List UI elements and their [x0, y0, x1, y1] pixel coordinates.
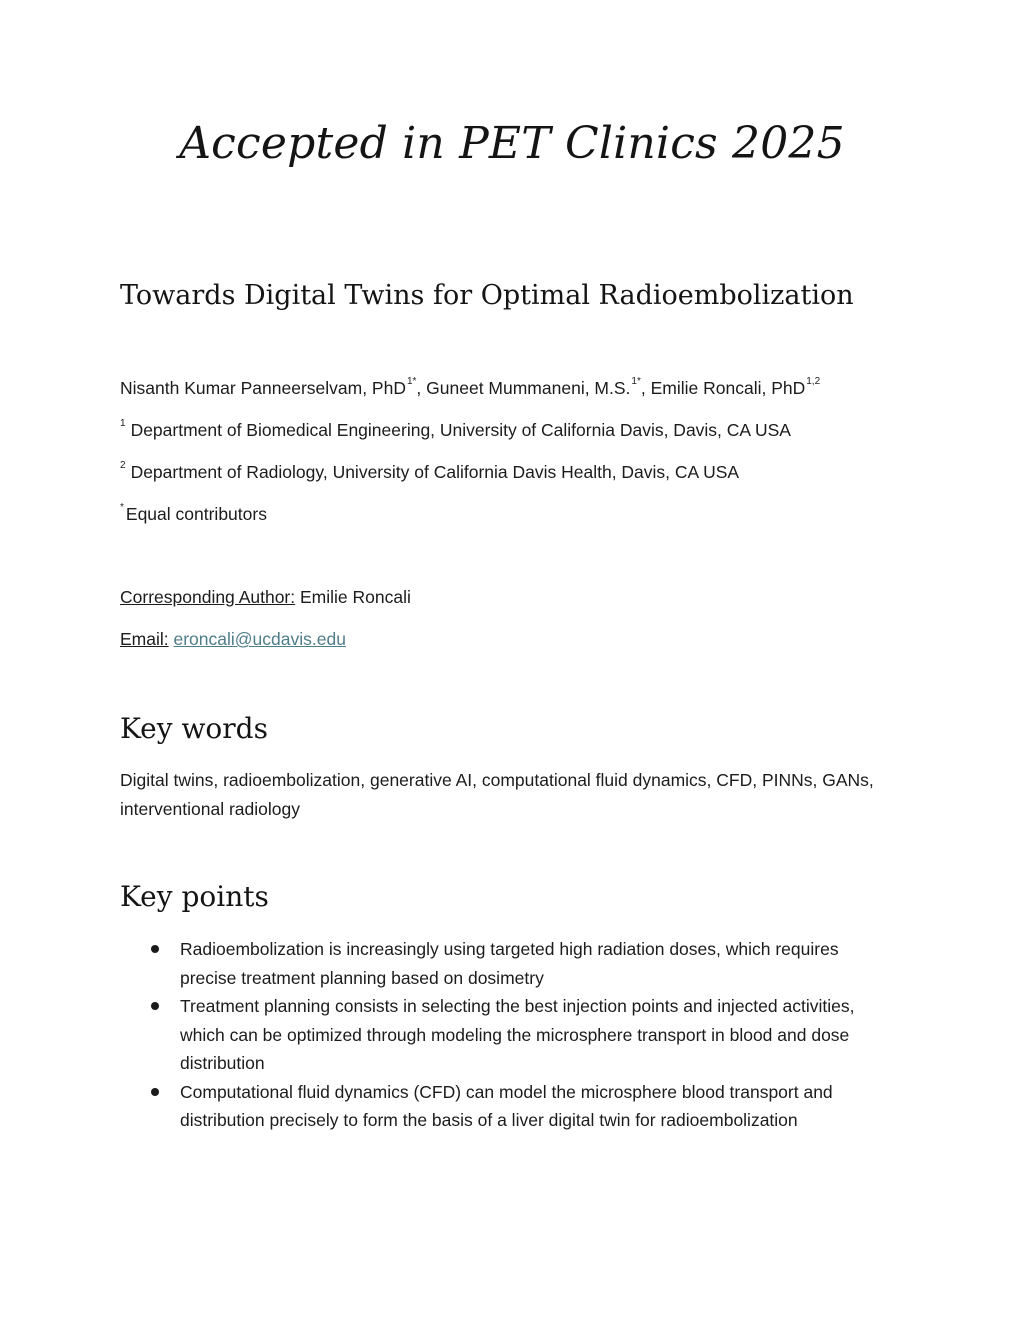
- author-name: Guneet Mummaneni, M.S.: [426, 378, 631, 398]
- affiliation-mark: 1: [120, 418, 126, 429]
- corresponding-author: [120, 587, 411, 608]
- list-item: [148, 1078, 888, 1135]
- equal-mark: *: [120, 502, 124, 513]
- keypoint-text: Treatment planning consists in selecting the best injection points and injected activities, which can be optimized through modeling the microsphere transport in blood and dose distribution: [180, 996, 855, 1073]
- acceptance-banner: Accepted in PET Clinics 2025: [179, 118, 845, 169]
- author-separator: ,: [416, 378, 427, 398]
- corresponding-label: Corresponding Author:: [120, 587, 296, 607]
- author-name: Emilie Roncali, PhD: [650, 378, 806, 398]
- affiliation-mark: 2: [120, 460, 126, 471]
- list-item: [148, 992, 888, 1078]
- email-link[interactable]: eroncali@ucdavis.edu: [173, 629, 346, 649]
- author-superscript: 1,2: [806, 376, 821, 387]
- paper-title: Towards Digital Twins for Optimal Radioembolization: [120, 280, 854, 311]
- keypoint-text: Computational fluid dynamics (CFD) can model the microsphere blood transport and distribution precisely to form the basis of a liver digital twin for radioembolization: [180, 1081, 833, 1130]
- equal-text: Equal contributors: [125, 504, 267, 524]
- author-list: [120, 378, 820, 399]
- bullet-icon: [151, 1002, 159, 1010]
- author-name: Nisanth Kumar Panneerselvam, PhD: [120, 378, 406, 398]
- keypoint-text: Radioembolization is increasingly using targeted high radiation doses, which requires precise treatment planning based on dosimetry: [180, 939, 839, 988]
- affiliation-text: Department of Biomedical Engineering, University of California Davis, Davis, CA USA: [130, 420, 791, 440]
- keypoints-heading: Key points: [120, 880, 269, 913]
- author-superscript: 1*: [631, 376, 641, 387]
- email-line: [120, 629, 346, 650]
- list-item: [148, 935, 888, 992]
- corresponding-name: Emilie Roncali: [295, 587, 411, 607]
- keywords-text: Digital twins, radioembolization, generative AI, computational fluid dynamics, CFD, PINNs, GANs, interventional radiology: [120, 770, 874, 819]
- author-superscript: 1*: [406, 376, 417, 387]
- bullet-icon: [151, 1088, 159, 1096]
- keywords-heading: Key words: [120, 712, 268, 745]
- affiliation-2: [120, 462, 739, 483]
- email-label: Email:: [120, 629, 169, 649]
- affiliation-1: [120, 420, 791, 441]
- bullet-icon: [151, 945, 159, 953]
- affiliation-text: Department of Radiology, University of California Davis Health, Davis, CA USA: [130, 462, 740, 482]
- keypoints-list: [148, 935, 888, 1135]
- equal-contributors-note: [120, 504, 267, 525]
- author-separator: ,: [640, 378, 651, 398]
